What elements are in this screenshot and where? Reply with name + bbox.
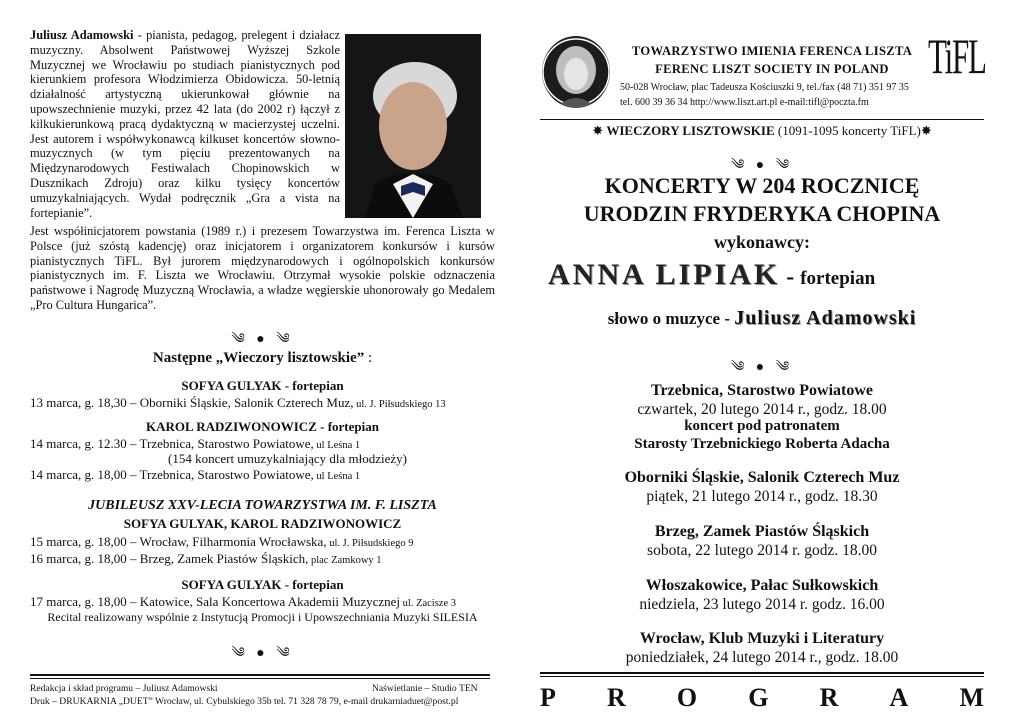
event-2-date: piątek, 21 lutego 2014 r., godz. 18.30 [646,488,878,505]
next-line-3-main: 14 marca, g. 18,00 – Trzebnica, Starostwo Powiatowe, [30,467,314,482]
next-line-1-addr: ul. J. Piłsudskiego 13 [353,399,446,410]
artist-line [548,258,988,292]
liszt-medallion-icon [542,36,610,108]
next-line-2b: (154 koncert umuzykalniający dla młodzieży) [168,451,407,466]
program-letter: R [819,683,839,712]
event-2-venue: Oborniki Śląskie, Salonik Czterech Muz [624,469,900,486]
artist-dash: - [780,264,801,290]
next-line-5-main: 16 marca, g. 18,00 – Brzeg, Zamek Piastów Śląskich, [30,551,309,566]
next-line-5 [30,551,382,567]
tifl-logo: TiFL [928,28,986,84]
performers-label: wykonawcy: [713,232,810,252]
portrait-photo [345,34,481,218]
next-performer-3: SOFYA GULYAK, KAROL RADZIWONOWICZ [123,516,402,531]
next-line-6 [30,594,456,610]
speaker-label: słowo o muzyce - [607,309,735,328]
concert-title-1: KONCERTY W 204 ROCZNICĘ [604,173,920,198]
event-1-date: czwartek, 20 lutego 2014 r., godz. 18.00 [637,401,887,418]
event-3-date: sobota, 22 lutego 2014 r. godz. 18.00 [647,542,877,559]
program-letter: R [607,683,626,712]
series-star-right: ✸ [920,123,932,138]
next-line-3-addr: ul Leśna 1 [313,471,361,482]
concert-title-2: URODZIN FRYDERYKA CHOPINA [583,201,941,226]
program-letter: M [959,683,984,712]
bio-text-2: Jest współinicjatorem powstania (1989 r.) i prezesem Towarzystwa im. Ferenca Liszta w Polsce (już szóstą kadencję) oraz inicjatorem i organizatorem konkursów i kursów pianistycznych TiFL. Był jurorem międzynarodowych i ogólnopolskich konkursów pianistycznych im. F. Liszta we Wrocławiu. Otrzymał wysokie polskie odznaczenia państwowe i Nagrodę Muzyczną Wrocławia, a władze węgierskie uhonorowały go Medalem „Pro Cultura Hungarica”. [30,224,495,312]
ornament-1: ༄ ● ༄ [231,332,294,347]
society-contact: tel. 600 39 36 34 http://www.liszt.art.pl e-mail:tifl@poczta.fm [620,97,869,108]
next-line-7: Recital realizowany wspólnie z Instytucją Promocji i Upowszechniania Muzyki SILESIA [47,610,478,624]
next-line-3 [30,467,360,483]
society-header [540,28,986,116]
speaker-line [540,307,984,330]
next-line-1-main: 13 marca, g. 18,30 – Oborniki Śląskie, Salonik Czterech Muz, [30,395,354,410]
next-line-2-addr: ul Leśna 1 [313,440,361,451]
program-letter: P [540,683,556,712]
artist-instrument: fortepian [800,268,876,289]
next-line-6-main: 17 marca, g. 18,00 – Katowice, Sala Koncertowa Akademii Muzycznej [30,594,401,609]
event-1-venue: Trzebnica, Starostwo Powiatowe [650,382,874,399]
program-word [540,683,984,713]
society-address: 50-028 Wrocław, plac Tadeusza Kościuszki 9, tel./fax (48 71) 351 97 35 [620,82,909,93]
program-rule-2 [540,676,984,677]
program-letter: G [748,683,769,712]
event-3-venue: Brzeg, Zamek Piastów Śląskich [654,523,870,540]
program-letter: A [889,683,909,712]
next-line-2-main: 14 marca, g. 12.30 – Trzebnica, Starostwo Powiatowe, [30,436,314,451]
next-line-2 [30,436,360,452]
ornament-2: ༄ ● ༄ [231,646,294,661]
header-rule [540,119,984,120]
footer-rule-top [30,674,490,676]
event-5-venue: Wrocław, Klub Muzyki i Literatury [639,630,885,647]
footer-printer: Druk – DRUKARNIA „DUET” Wrocław, ul. Cybulskiego 35b tel. 71 328 78 79, e-mail drukarniaduet@post.pl [30,696,459,707]
society-name-en: FERENC LISZT SOCIETY IN POLAND [655,62,889,76]
ornament-3: ༄ ● ༄ [730,158,794,173]
event-5-date: poniedziałek, 24 lutego 2014 r., godz. 18.00 [625,649,899,666]
next-line-5-addr: plac Zamkowy 1 [308,555,382,566]
next-line-4-addr: ul. J. Piłsudskiego 9 [326,538,414,549]
program-rule [540,672,984,674]
next-heading-text: Następne „Wieczory lisztowskie” [152,350,365,366]
artist-name: ANNA LIPIAK [548,258,781,291]
series-range: (1091-1095 koncerty TiFL) [774,123,921,138]
next-line-1 [30,395,446,411]
ornament-4: ༄ ● ༄ [730,360,794,375]
next-performer-1: SOFYA GULYAK - fortepian [181,378,344,393]
footer-studio: Naświetlanie – Studio TEN [372,683,478,694]
event-4-venue: Włoszakowice, Pałac Sułkowskich [645,577,879,594]
next-heading-colon: : [364,350,373,366]
bio-text-1: - pianista, pedagog, prelegent i działacz muzyczny. Absolwent Państwowej Wyższej Szkole Muzycznej we Wrocławiu po studiach pianistycznych pod kierunkiem profesora Włodzimierza Obidowicza. 50-letnią działalność artystyczną ukierunkował głównie na upowszechnienie muzyki, przez 42 lata (do 2002 r) łączył z kilkukierunkową pracą dydaktyczną w macierzystej uczelni. Jest autorem i współwykonawcą kilkuset koncertów słowno-muzycznych (w tym pięciu prezentowanych na Międzynarodowych Festiwalach Chopinowskich w Dusznikach Zdroju) oraz kilku tysięcy koncertów umuzykalniających. Wydał podręcznik „Gra a vista na fortepianie”. [30,28,340,220]
event-4-date: niedziela, 23 lutego 2014 r. godz. 16.00 [639,596,885,613]
next-performer-4: SOFYA GULYAK - fortepian [181,577,344,592]
next-heading [30,350,495,367]
speaker-name: Juliusz Adamowski [734,307,917,329]
program-letter: O [676,683,698,712]
bio-text [30,28,340,220]
next-performer-2: KAROL RADZIWONOWICZ - fortepian [146,419,379,434]
society-name-pl: TOWARZYSTWO IMIENIA FERENCA LISZTA [631,44,913,58]
next-line-4-main: 15 marca, g. 18,00 – Wrocław, Filharmonia Wrocławska, [30,534,327,549]
event-1-extra-2: Starosty Trzebnickiego Roberta Adacha [634,436,890,452]
series-label: WIECZORY LISZTOWSKIE [606,123,775,138]
footer-credits: Redakcja i skład programu – Juliusz Adamowski [30,683,218,694]
jubilee-heading: JUBILEUSZ XXV-LECIA TOWARZYSTWA IM. F. LISZTA [88,498,437,513]
footer-rule-top-2 [30,678,490,679]
event-1-extra-1: koncert pod patronatem [684,418,840,434]
bio-name: Juliusz Adamowski [30,28,134,42]
next-line-4 [30,534,414,550]
series-star-left: ✸ [592,123,604,138]
next-line-6-addr: ul. Zacisze 3 [400,598,457,609]
series-line [540,123,984,139]
